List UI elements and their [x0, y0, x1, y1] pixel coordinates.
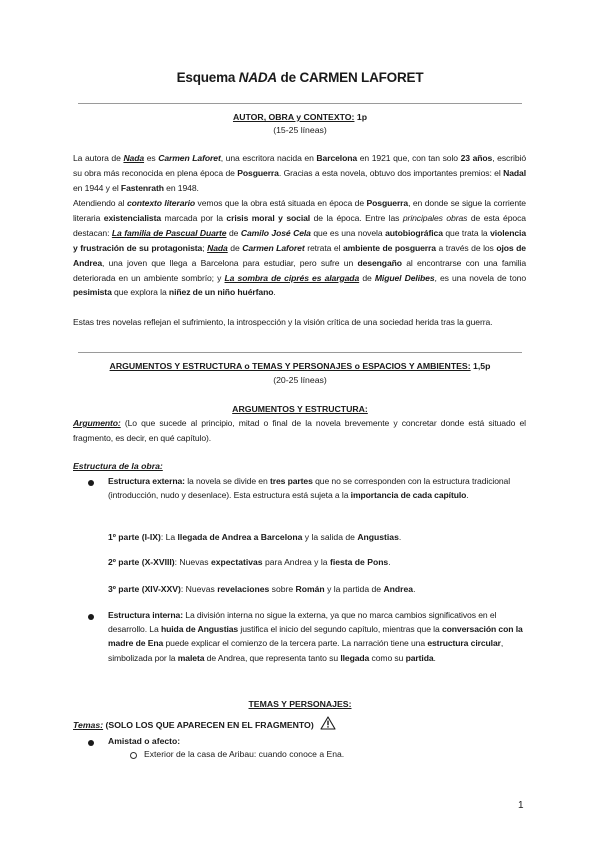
section1-lines: (15-25 líneas)	[273, 125, 327, 135]
title-prefix: Esquema	[176, 70, 239, 85]
section2-lines: (20-25 líneas)	[273, 375, 327, 385]
section1-heading: AUTOR, OBRA y CONTEXTO: 1p	[232, 112, 368, 122]
circle-bullet-icon	[130, 752, 137, 759]
amistad-item: Exterior de la casa de Aribau: cuando conoce a Ena.	[144, 749, 345, 759]
warning-triangle-icon	[320, 716, 336, 734]
divider	[78, 352, 522, 353]
paragraph-author: La autora de Nada es Carmen Laforet, una escritora nacida en Barcelona en 1921 que, con tan solo 23 años, escribió su obra más reconocida en plena época de Posguerra. Gracias a esta novela, obtuvo dos importantes premios: el Nadal en 1944 y el Fastenrath en 1948.	[73, 153, 526, 193]
title-suffix: de CARMEN LAFORET	[276, 70, 424, 85]
paragraph-conclusion: Estas tres novelas reflejan el sufrimiento, la introspección y la visión crítica de una sociedad herida tras la guerra.	[73, 317, 493, 327]
paragraph-argumento: Argumento: (Lo que sucede al principio, mitad o final de la novela brevemente y concretar donde está situado el fragmento, es decir, en qué capítulo).	[73, 418, 526, 443]
estructura-externa: Estructura externa: la novela se divide en tres partes que no se corresponden con la estructura tradicional (introducción, nudo y desenlace). Esta estructura está sujeta a la importancia de cada capítulo.	[108, 476, 511, 501]
section2-heading: ARGUMENTOS Y ESTRUCTURA o TEMAS Y PERSONAJES o ESPACIOS Y AMBIENTES: 1,5p	[109, 361, 491, 371]
estructura-label: Estructura de la obra:	[73, 461, 163, 471]
part-1: 1º parte (I-IX): La llegada de Andrea a Barcelona y la salida de Angustias.	[108, 532, 402, 542]
part-3: 3º parte (XIV-XXV): Nuevas revelaciones sobre Román y la partida de Andrea.	[108, 584, 416, 594]
amistad-heading: Amistad o afecto:	[108, 736, 181, 746]
temas-line: Temas: (SOLO LOS QUE APARECEN EN EL FRAGMENTO)	[73, 716, 336, 734]
bullet-icon	[88, 740, 94, 746]
arguments-heading: ARGUMENTOS Y ESTRUCTURA:	[232, 404, 368, 414]
temas-heading: TEMAS Y PERSONAJES:	[248, 699, 352, 709]
estructura-interna: Estructura interna: La división interna no sigue la externa, ya que no marca cambios significativos en el desarrollo. La huida de Angustias justifica el inicio del segundo capítulo, mientras que la conversación con la madre de Ena puede explicar el comienzo de la tercera parte. La narración tiene una estructura circular, simbolizada por la maleta de Andrea, que representa tanto su llegada como su partida.	[108, 610, 523, 663]
paragraph-context: Atendiendo al contexto literario vemos que la obra está situada en época de Posguerra, en donde se sigue la corriente literaria existencialista marcada por la crisis moral y social de la época. Entre las principales obras de esta época destacan: La familia de Pascual Duarte de Camilo José Cela que es una novela autobiográfica que trata la violencia y frustración de su protagonista; Nada de Carmen Laforet retrata el ambiente de posguerra a través de los ojos de Andrea, una joven que llega a Barcelona para estudiar, pero sufre un desengaño al encontrarse con una familia deteriorada en un ambiente sombrío; y La sombra de ciprés es alargada de Miguel Delibes, es una novela de tono pesimista que explora la niñez de un niño huérfano.	[73, 198, 527, 298]
title-work: NADA	[238, 70, 277, 85]
bullet-icon	[88, 480, 94, 486]
divider	[78, 103, 522, 104]
page-number: 1	[518, 800, 524, 811]
document-title	[0, 70, 600, 85]
part-2: 2º parte (X-XVIII): Nuevas expectativas para Andrea y la fiesta de Pons.	[108, 557, 391, 567]
bullet-icon	[88, 614, 94, 620]
